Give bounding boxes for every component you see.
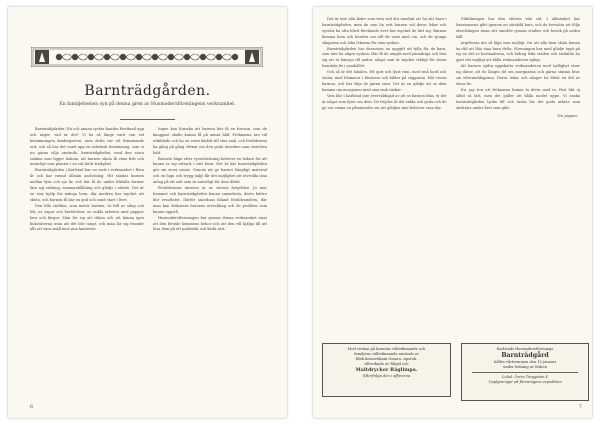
left-page — [8, 7, 287, 418]
paragraph: Vem blir i Karlstad inte överväldigad av att se barnen leka, ty det är något som lyser om dem. De fröjdas åt det enkla och goda och de ge oss vuxna en påminnelse om att glädjen inte behöver vara dyr. — [322, 93, 447, 110]
ad-line: Karlstads Husmodersförenings — [496, 347, 554, 351]
right-page — [313, 7, 592, 418]
paragraph: Ingen kan förneka att barnen här få en fostran, som de knappast skulle kunna få på annat håll. Fröknarna äro väl utbildade och ha en varm kärlek till sina små, och föräldrarna ha gång på gång vittnat om den goda inverkan som vistelsen haft. — [153, 127, 267, 155]
ad-line: tillverkade av Rågöl och — [364, 362, 409, 367]
paragraph: Avgifterna äro så låga som möjligt, för att alla hem skola kunna ha råd att låta sina barn delta. Föreningen har med glädje tagit på sig en del av kostnaderna, och bidrag från staden och enskilda ha gjort det möjligt att hålla verksamheten igång. — [455, 40, 580, 63]
right-column-2 — [456, 17, 581, 339]
ad-title: Barnträdgård — [501, 352, 549, 360]
signature: Tre pappor. — [556, 113, 578, 118]
paragraph: Utbildningen har den största vikt vid. I allmänhet har lärarinnorna gått igenom en särskild kurs, och de fortsätta att följa utvecklingen inom sitt område genom studier och besök på andra håll. — [455, 17, 580, 39]
left-column-1 — [30, 127, 144, 389]
paragraph: Barnträdgården har dessutom en uppgift att fylla för de barn, som inte ha några syskon. Här få de umgås med jämnåriga och lära sig att ta hänsyn till andra, något som är mycket viktigt för deras framtida liv i samhället. — [322, 46, 447, 69]
left-text-columns — [30, 127, 267, 389]
ad-brand: Maltdrycker Räglimpa. — [355, 367, 418, 374]
ad-contact: Lokal: Östra Torggatan 4 — [502, 374, 548, 379]
ad-divider — [472, 372, 578, 373]
paragraph: Och så är det lokalen. Ett gott och ljust rum, med små bord och stolar, med blommor i fönstren och bilder på väggarna. Här trivas barnen, och här vilja de gärna vara. Det är en glädje att se dem komma om morgonen med sina små väskor. — [322, 70, 447, 92]
paragraph: Barnträdgården i Karlstad har nu varit i verksamhet i flera år och har vunnit allmän anslutning. Hit sändas barnen mellan fyra och sju år, och här få de under lekfulla former lära sig ordning, sammanhållning och glädje i arbete. Det är en stor hjälp för många hem, där modern har mycket att sköta, och barnen få här en god och sund start i livet. — [30, 168, 144, 202]
article-subtitle: En familjehelsen syn på denna gren av Husmodersföreningens verksamhet. — [59, 102, 236, 107]
ad-note: Upplysningar på föreningens expedition — [488, 379, 562, 384]
decorative-ornament-band — [31, 47, 263, 67]
ad-line: under ledning av fröken — [503, 364, 547, 369]
paragraph: Husmodersföreningen har genom denna verksamhet visat att den förstår hemmens behov och att den vill hjälpa till att lösa dem på ett praktiskt och klokt sätt. — [153, 215, 267, 232]
advertisement-omaru — [322, 343, 451, 397]
paragraph: Den lilla världen, som möter barnen, är full av sång och lek, av sagor och berättelser, av enkla arbeten med papper, lera och färger. Man lär sig att räkna och att känna igen bokstäverna utan att det blir tungt, och man lär sig framför allt att vara snäll mot sina kamrater. — [30, 203, 144, 232]
ad-slogan: Efterfråga den i affärerna — [362, 373, 411, 378]
ad-line: Med verkan på barnens välbefinnande och — [347, 347, 426, 351]
page-number-right: 7 — [578, 404, 582, 410]
right-column-1 — [322, 17, 447, 339]
ad-line: hålles vårterminen den 15 januari — [494, 359, 556, 364]
ad-line: familjens välbefinnande används er — [354, 352, 419, 357]
left-column-2 — [153, 127, 267, 389]
ad-line: Blek kosmetikum Omaru. Apotek. — [355, 357, 418, 362]
page-number-left: 6 — [30, 404, 34, 410]
right-text-columns — [322, 17, 580, 339]
article-title: Barnträdgården. — [84, 83, 211, 99]
paragraph: Föräldrarnas intresse är av största betydelse. Ju mer hemmet och barnträdgården kunna samarbeta, desto bättre blir resultatet. Därför anordnas ibland föräldramöten, där man kan diskutera barnens utveckling och de problem som kunna uppstå. — [153, 186, 267, 214]
title-divider — [120, 119, 175, 120]
paragraph: Nu, jag tror att fröknarna kunna ta detta med ro. Fast blir ej alltid så lätt, men det gäller att hålla modet uppe. Vi önska barnträdgården lycka till och tacka för det goda arbete som uträttats under året som gått. — [455, 87, 580, 110]
paragraph: Barnets hägn efter sysselsättning behöver en ledare för att kunna ta sig uttryck i rätt form. Det är här barnträdgården gör sin stora insats. Genom att ge barnet lämpligt material och en lugn och trygg miljö får det möjlighet att utveckla sina anlag på ett sätt som är naturligt för dess ålder. — [153, 156, 267, 185]
advertisement-barntradgard — [461, 343, 589, 401]
paragraph: Att barnen själva uppskatta verksamheten med tydlighet visar sig därav, att de längta dit om morgnarna och gärna stanna kvar om eftermiddagarna. Deras lekar och sånger ha blivit en del av deras liv. — [455, 64, 580, 86]
paragraph: Barnträdgården! En och annan tycker kanske förvånad upp och säger: vad är det? Vi ha så länge varit van vid benämningen kindergarten, men detta var ett främmande ord, och så har det vuxit upp en inhemsk benämning, som vi nu gärna vilja använda, barnträdgården, med den stora tanken som ligger bakom, att barnen skola få växa fritt och naturligt som plantor i en väl skött trädgård. — [30, 127, 144, 167]
paragraph: Det är inte alla fäder som veta vad det innebär att ha sitt barn i barnträdgården, men de som ha sett barnen vid deras lekar och sysslor ha ofta blivit förvånade över hur mycket de lärt sig. Barnen komma hem och berätta om allt de varit med om, och de sjunga sångerna och leka lekarna för sina syskon. — [322, 17, 447, 45]
